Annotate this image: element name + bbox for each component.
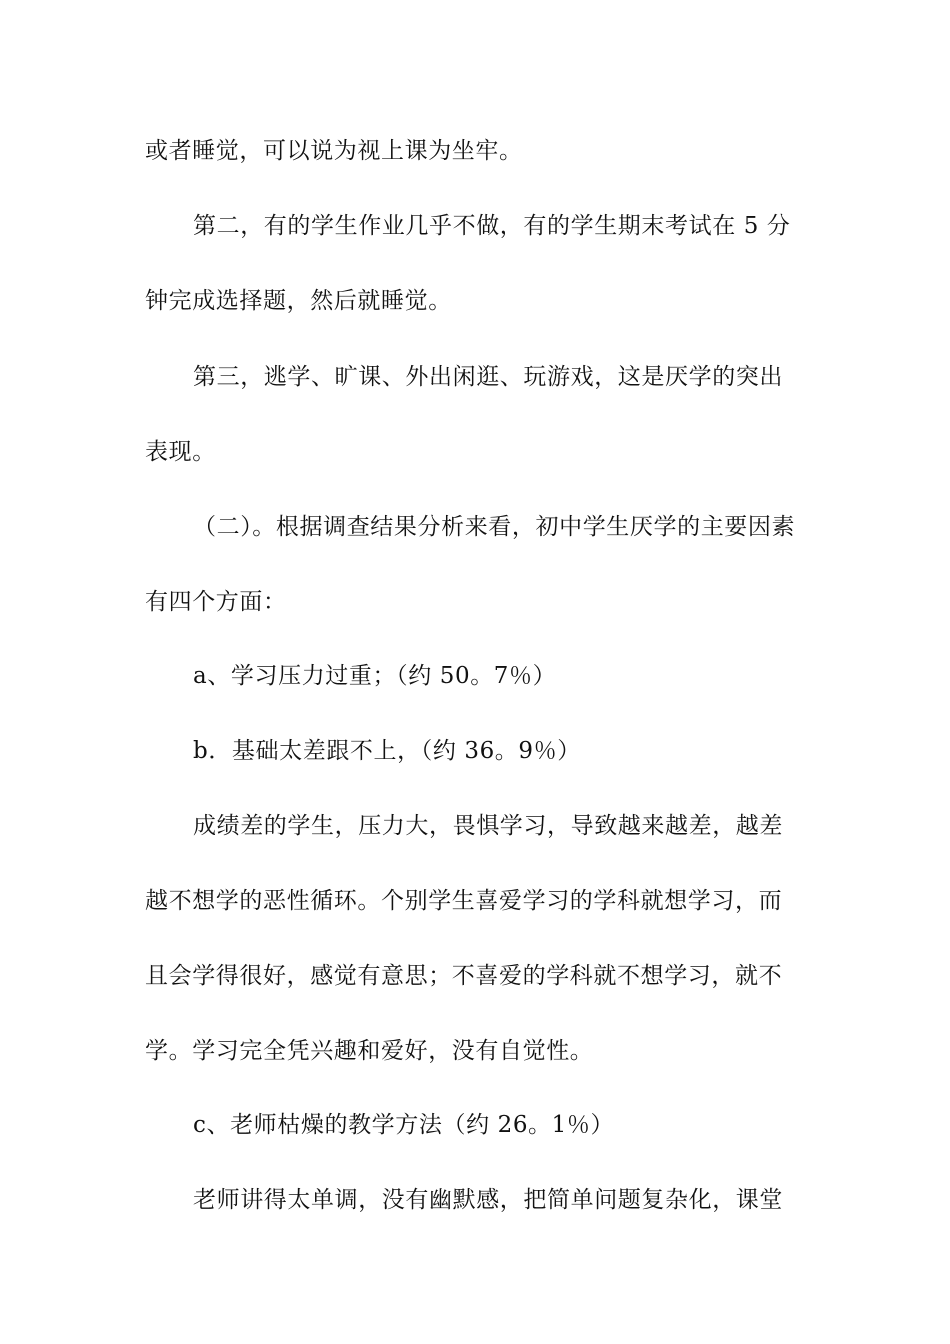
- text-line: a、学习压力过重；（约 50。7％）: [193, 663, 557, 689]
- text-line: 钟完成选择题，然后就睡觉。: [145, 288, 452, 314]
- text-line: b．基础太差跟不上，（约 36。9％）: [193, 738, 581, 764]
- text-line: 有四个方面：: [145, 589, 287, 615]
- text-line: 或者睡觉，可以说为视上课为坐牢。: [145, 138, 523, 164]
- text-line: 老师讲得太单调，没有幽默感，把简单问题复杂化，课堂: [193, 1187, 783, 1213]
- text-line: 学。学习完全凭兴趣和爱好，没有自觉性。: [145, 1038, 594, 1064]
- text-line: （二）。根据调查结果分析来看，初中学生厌学的主要因素: [193, 514, 796, 540]
- text-line: c、老师枯燥的教学方法（约 26。1％）: [193, 1112, 615, 1138]
- text-line: 第三，逃学、旷课、外出闲逛、玩游戏，这是厌学的突出: [193, 364, 783, 390]
- text-line: 成绩差的学生，压力大，畏惧学习，导致越来越差，越差: [193, 813, 783, 839]
- text-line: 越不想学的恶性循环。个别学生喜爱学习的学科就想学习，而: [145, 888, 783, 914]
- text-line: 表现。: [145, 439, 216, 465]
- text-line: 第二，有的学生作业几乎不做，有的学生期末考试在 5 分: [193, 213, 791, 239]
- text-line: 且会学得很好，感觉有意思；不喜爱的学科就不想学习，就不: [145, 963, 783, 989]
